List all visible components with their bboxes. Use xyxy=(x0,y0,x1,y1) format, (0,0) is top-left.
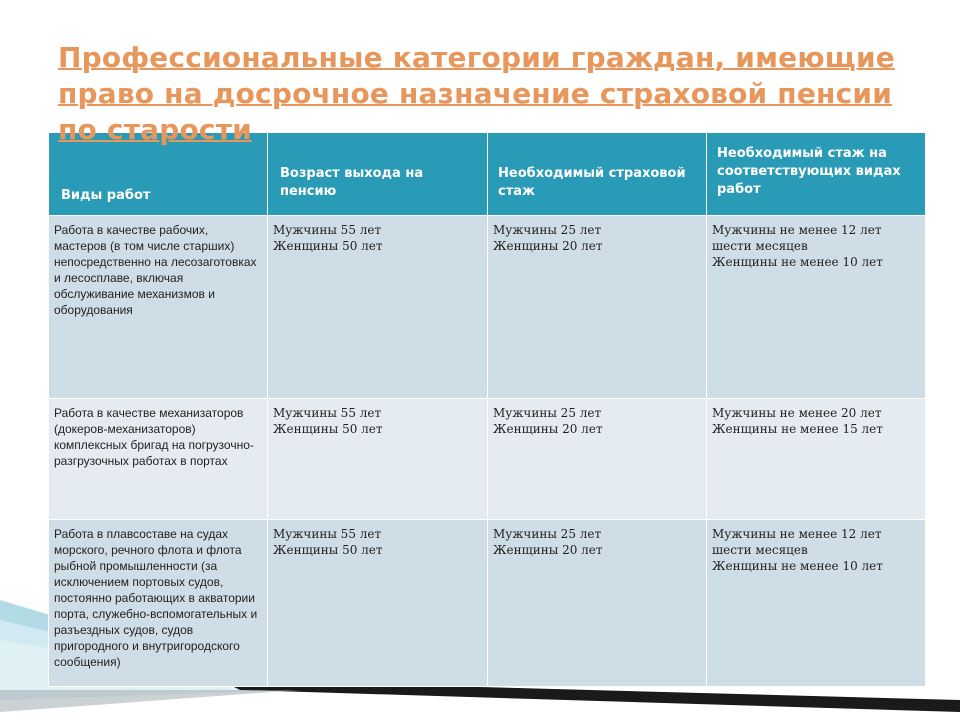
cell-special: Мужчины не менее 12 лет шести месяцев Женщины не менее 10 лет xyxy=(707,216,926,399)
cell-insurance: Мужчины 25 лет Женщины 20 лет xyxy=(488,520,707,687)
header-work-types: Виды работ xyxy=(49,133,268,216)
cell-insurance: Мужчины 25 лет Женщины 20 лет xyxy=(488,399,707,520)
cell-age: Мужчины 55 лет Женщины 50 лет xyxy=(268,520,488,687)
table-row xyxy=(49,399,926,520)
table-row xyxy=(49,216,926,399)
header-special-record: Необходимый стаж на соответствующих видах работ xyxy=(707,133,926,216)
cell-insurance: Мужчины 25 лет Женщины 20 лет xyxy=(488,216,707,399)
pension-table xyxy=(48,132,926,687)
cell-age: Мужчины 55 лет Женщины 50 лет xyxy=(268,399,488,520)
slide-title: Профессиональные категории граждан, имеющие право на досрочное назначение страховой пенсии по старости xyxy=(58,41,895,146)
header-insurance-record: Необходимый страховой стаж xyxy=(488,133,707,216)
cell-work: Работа в качестве рабочих, мастеров (в том числе старших) непосредственно на лесозаготовках и лесосплаве, включая обслуживание механизмов и оборудования xyxy=(49,216,268,399)
cell-age: Мужчины 55 лет Женщины 50 лет xyxy=(268,216,488,399)
cell-special: Мужчины не менее 20 лет Женщины не менее 15 лет xyxy=(707,399,926,520)
cell-work: Работа в качестве механизаторов (докеров-механизаторов) комплексных бригад на погрузочно-разгрузочных работах в портах xyxy=(49,399,268,520)
decor-stripe-grey xyxy=(0,690,300,712)
cell-special: Мужчины не менее 12 лет шести месяцев Женщины не менее 10 лет xyxy=(707,520,926,687)
header-retirement-age: Возраст выхода на пенсию xyxy=(268,133,488,216)
table-row xyxy=(49,520,926,687)
cell-work: Работа в плавсоставе на судах морского, речного флота и флота рыбной промышленности (за исключением портовых судов, постоянно работающих в акватории порта, служебно-вспомогательных и разъездных судов, судов пригородного и внутригородского сообщения) xyxy=(49,520,268,687)
